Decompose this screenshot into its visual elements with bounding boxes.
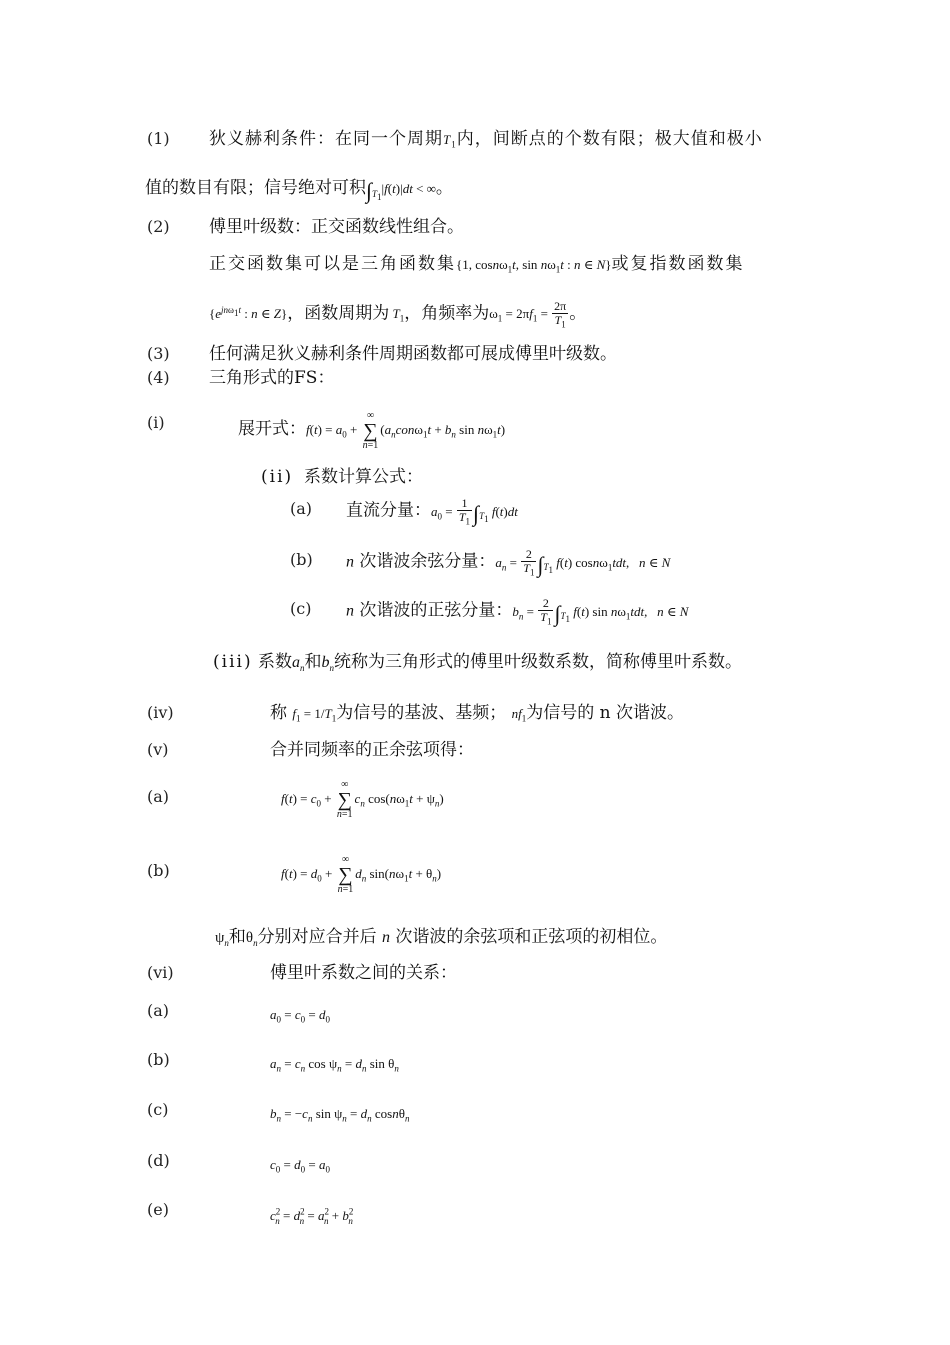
nf1-symbol: $nf_1$: [511, 706, 527, 724]
n-symbol: n: [381, 929, 390, 946]
iii-text: 和: [304, 652, 322, 672]
absolute-integral-formula: $\int_{T_1}|f(t)|dt$ < ∞: [366, 178, 436, 203]
item-label: (a): [147, 1001, 170, 1020]
dirichlet-line-2: [145, 176, 453, 208]
ortho-text: 正交函数集可以是三角函数集: [209, 254, 456, 274]
item4-text: 三角形式的FS：: [209, 368, 335, 388]
bn-symbol: $b_n$: [321, 654, 334, 674]
n-symbol: n: [346, 602, 354, 620]
relation-c: [270, 1101, 409, 1131]
relation-d-formula: $c_0 = d_0 = a_0$: [270, 1157, 330, 1175]
item-label: (iii): [213, 652, 253, 672]
item-label: (iv): [147, 703, 174, 722]
exp-set-formula: {$e^{jn\omega_1t}$ : n ∈ Z}: [209, 305, 288, 322]
dirichlet-text: 值的数目有限；信号绝对可积: [145, 178, 366, 198]
n-symbol: n: [346, 553, 354, 571]
relation-b-formula: $a_n = c_n$ $\cos \psi_n = d_n$ $\sin \theta_n$: [270, 1056, 399, 1074]
period-symbol: $T_1$: [443, 132, 457, 150]
cos-label: 次谐波余弦分量：: [359, 551, 496, 572]
expansion-line: [238, 411, 505, 451]
item-label: (a): [290, 499, 313, 518]
item-label: (3): [147, 344, 170, 363]
relation-a: [270, 1002, 330, 1032]
dc-line: [346, 497, 518, 531]
dc-label: 直流分量：: [346, 500, 431, 521]
item-label: (b): [290, 550, 313, 569]
angular-frequency-formula: $\omega_1 = 2\pi f_1$ = $\frac{2\pi}{T_1}$: [489, 298, 567, 330]
iii-text: 统称为三角形式的傅里叶级数系数，简称傅里叶系数。: [333, 652, 742, 672]
item-label: (d): [147, 1151, 170, 1170]
psi-symbol: $\psi_n$: [215, 930, 229, 948]
relation-b: [270, 1051, 399, 1081]
sin-formula: $b_n$ = $\frac{2}{T_1}$ $\int_{T_1}$ f(t) $\sin n\omega_1tdt$, n ∈ N: [512, 596, 689, 627]
expansion-formula: $f(t) = a_0$ + ∞ ∑ $n=1(a_ncon\omega_1t + b_n$ $\sin n\omega_1t$): [306, 410, 506, 451]
iv-line: [270, 701, 684, 731]
item-label: (e): [147, 1200, 169, 1219]
relation-e: [270, 1200, 353, 1233]
iv-text: 称: [270, 703, 287, 723]
item-label: (b): [147, 1050, 170, 1069]
relation-e-formula: $c^2_n = d^2_n = a^2_n + b^2_n$: [270, 1207, 354, 1226]
item3-text: 任何满足狄义赫利条件周期函数都可展成傅里叶级数。: [209, 344, 617, 364]
item-label: (vi): [147, 963, 174, 982]
relation-d: [270, 1152, 330, 1182]
item-label: (2): [147, 217, 170, 236]
iii-line: [213, 650, 742, 680]
fs-title: 傅里叶级数：正交函数线性组合。: [209, 217, 464, 237]
item-label: (c): [147, 1100, 169, 1119]
dirichlet-line-1: [209, 127, 763, 157]
item-label: (b): [147, 861, 170, 880]
item-label: (v): [147, 740, 169, 759]
relation-a-formula: $a_0 = c_0 = d_0$: [270, 1007, 330, 1025]
iii-text: 系数: [257, 652, 292, 672]
period-text: 。: [569, 303, 587, 324]
phase-text: 次谐波的余弦项和正弦项的初相位。: [395, 927, 668, 947]
dirichlet-text: 内，间断点的个数有限；极大值和极小: [456, 129, 763, 149]
item-label: (c): [290, 599, 312, 618]
coef-heading-text: 系数计算公式：: [303, 467, 423, 487]
trig-set-formula: {1, cosnω$_1$t, $\sin n\omega_1t$ : n ∈ N}: [456, 257, 612, 275]
item-label: (a): [147, 787, 170, 806]
coef-heading: [261, 465, 423, 489]
theta-symbol: $\theta_n$: [245, 930, 258, 948]
cos-line: [346, 548, 670, 582]
iv-text: 为信号的 n 次谐波。: [526, 703, 685, 723]
an-symbol: $a_n$: [291, 654, 305, 674]
expansion-label: 展开式：: [238, 418, 306, 439]
item-label: (4): [147, 368, 170, 387]
f1-formula: $f_1 = 1/T_1$: [292, 706, 337, 724]
item-label: (i): [147, 413, 165, 432]
sin-line: [346, 597, 688, 631]
ortho-line: [209, 252, 745, 282]
phase-text: 分别对应合并后: [257, 927, 377, 947]
period-line: [209, 298, 586, 331]
v-text: 合并同频率的正余弦项得：: [270, 740, 474, 760]
sin-label: 次谐波的正弦分量：: [359, 600, 513, 621]
ortho-text: 或复指数函数集: [611, 254, 745, 274]
sine-form-formula: $f(t) = d_0$ + ∞ ∑ $n=1d_n$ $\sin(n\omega_1t + \theta_n)$: [281, 854, 442, 895]
cosine-form-line: [281, 780, 444, 820]
iv-text: 为信号的基波、基频；: [336, 703, 507, 723]
phase-line: [215, 925, 667, 955]
vi-text: 傅里叶系数之间的关系：: [270, 963, 457, 983]
dirichlet-text: 狄义赫利条件：在同一个周期: [209, 129, 443, 149]
period-text: ，函数周期为: [287, 303, 390, 324]
cos-formula: $a_n$ = $\frac{2}{T_1}$ $\int_{T_1}$ f(t) cosnω$_1$tdt, n ∈ N: [495, 547, 671, 578]
item-label: (ii): [261, 467, 294, 487]
phase-text: 和: [228, 927, 246, 947]
dirichlet-text: 。: [435, 178, 453, 198]
sine-form-line: [281, 855, 441, 895]
period-symbol: $T_1$: [392, 306, 405, 324]
period-text: ，角频率为: [404, 303, 490, 324]
dc-formula: $a_0$ = $\frac{1}{T_1}$ $\int_{T_1}$ f(t)dt: [431, 496, 518, 527]
relation-c-formula: $b_n = -c_n$ $\sin \psi_n = d_n$ cosnθ$_n$: [270, 1106, 410, 1124]
cosine-form-formula: $f(t) = c_0$ + ∞ ∑ $n=1c_n$ $\cos(n\omega_1t + \psi_n)$: [281, 779, 444, 820]
item-label: (1): [147, 129, 170, 148]
